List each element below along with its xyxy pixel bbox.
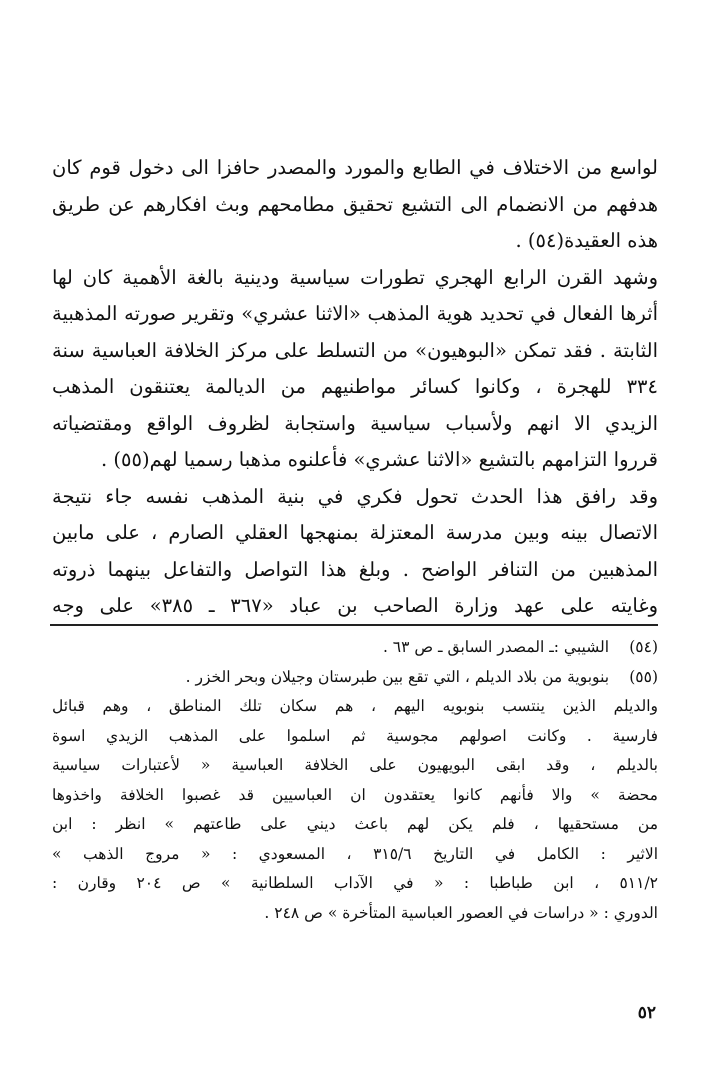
- footnote-54: [52, 633, 658, 663]
- footnote-55: [52, 663, 658, 693]
- footnote-text: فارسية . وكانت اصولهم مجوسية ثم اسلموا على المذهب الزيدي اسوة: [52, 726, 658, 745]
- footnote-text: الاثير : الكامل في التاريخ ٣١٥/٦ ، المسعودي : « مروج الذهب »: [52, 844, 658, 863]
- text-line: وشهد القرن الرابع الهجري تطورات سياسية ودينية بالغة الأهمية كان لها: [52, 265, 658, 289]
- text-line: هدفهم من الانضمام الى التشيع تحقيق مطامحهم وبث افكارهم عن طريق: [52, 192, 658, 216]
- footnotes: [52, 633, 658, 928]
- text-line: أثرها الفعال في تحديد هوية المذهب «الاثنا عشري» وتقرير صورته المذهبية: [52, 302, 658, 325]
- footnote-number: (٥٥): [629, 667, 658, 686]
- text-line: الزيدي الا انهم ولأسباب سياسية واستجابة لظروف الواقع ومقتضياته: [52, 411, 658, 435]
- footnote-text: والديلم الذين ينتسب بنوبويه اليهم ، هم سكان تلك المناطق ، وهم قبائل: [52, 697, 658, 715]
- main-text: [52, 150, 658, 625]
- text-line: الثابتة . فقد تمكن «البوهيون» من التسلط على مركز الخلافة العباسية سنة: [52, 338, 658, 362]
- footnote-text: بالديلم ، وقد ابقى البويهيون على الخلافة العباسية « لأعتبارات سياسية: [52, 756, 658, 774]
- footnote-text: بنوبوية من بلاد الديلم ، التي تقع بين طبرستان وجيلان وبحر الخزر .: [185, 667, 610, 686]
- text-line: ٣٣٤ للهجرة ، وكانوا كسائر مواطنيهم من الديالمة يعتنقون المذهب: [52, 375, 658, 398]
- text-line: وغايته على عهد وزارة الصاحب بن عباد «٣٦٧ ـ ٣٨٥» على وجه: [52, 594, 658, 617]
- footnote-text: الدوري : « دراسات في العصور العباسية المتأخرة » ص ٢٤٨ .: [264, 903, 658, 922]
- footnote-text: ٥١١/٢ ، ابن طباطبا : « في الآداب السلطانية » ص ٢٠٤ وقارن :: [52, 874, 658, 892]
- footnote-number: (٥٤): [629, 638, 658, 656]
- footnote-text: محضة » والا فأنهم كانوا يعتقدون ان العباسيين قد غصبوا الخلافة واخذوها: [52, 785, 658, 804]
- footnote-text: من مستحقيها ، فلم يكن لهم باعث ديني على طاعتهم » انظر : ابن: [52, 815, 658, 833]
- footnote-text: الشيبي :ـ المصدر السابق ـ ص ٦٣ .: [382, 638, 610, 656]
- text-line: المذهبين من التنافر الواضح . وبلغ هذا التواصل والتفاعل بينهما ذروته: [52, 557, 658, 581]
- text-line: هذه العقيدة(٥٤) .: [515, 229, 658, 252]
- text-line: الاتصال بينه وبين مدرسة المعتزلة بمنهجها العقلي الصارم ، على مابين: [52, 521, 658, 544]
- page-number: ٥٢: [637, 1003, 656, 1023]
- text-line: وقد رافق هذا الحدث تحول فكري في بنية المذهب نفسه جاء نتيجة: [52, 484, 658, 508]
- text-line: قرروا التزامهم بالتشيع «الاثنا عشري» فأعلنوه مذهبا رسميا لهم(٥٥) .: [101, 448, 658, 471]
- footnote-divider: [50, 624, 658, 626]
- text-line: لواسع من الاختلاف في الطابع والمورد والمصدر حافزا الى دخول قوم كان: [52, 156, 658, 179]
